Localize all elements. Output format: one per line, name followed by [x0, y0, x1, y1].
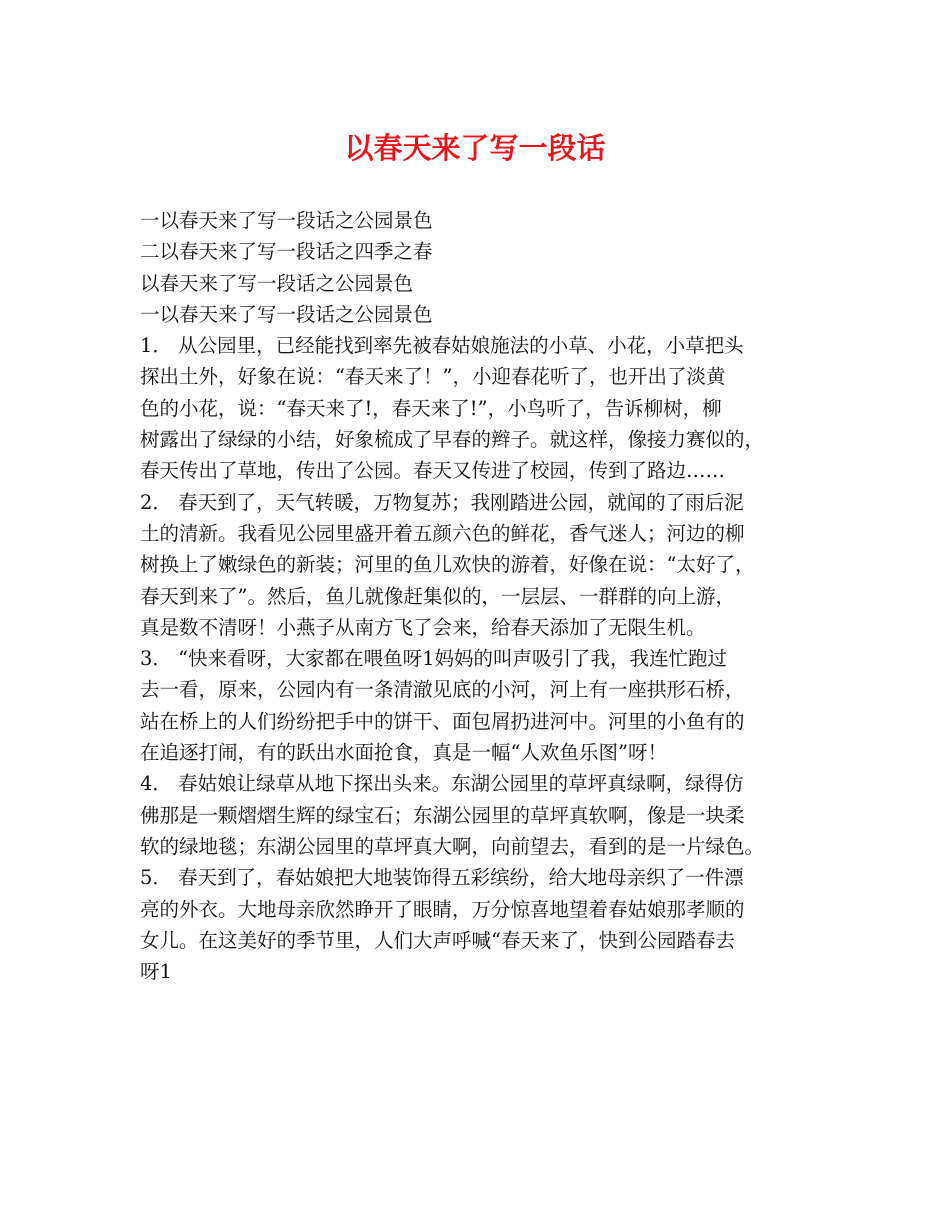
body-line: 亮的外衣。大地母亲欣然睁开了眼睛，万分惊喜地望着春姑娘那孝顺的 — [140, 897, 745, 921]
body-line: 5． 春天到了，春姑娘把大地装饰得五彩缤纷，给大地母亲织了一件漂 — [140, 866, 744, 890]
body-line: 以春天来了写一段话之公园景色 — [140, 271, 414, 295]
body-line: 去一看，原来，公园内有一条清澈见底的小河，河上有一座拱形石桥， — [140, 678, 745, 702]
body-line: 呀1 — [140, 960, 172, 984]
body-line: 4． 春姑娘让绿草从地下探出头来。东湖公园里的草坪真绿啊，绿得仿 — [140, 772, 744, 796]
body-line: 春天到来了”。然后，鱼儿就像赶集似的，一层层、一群群的向上游， — [140, 584, 735, 608]
body-line: 一以春天来了写一段话之公园景色 — [140, 209, 433, 232]
body-line: 女儿。在这美好的季节里，人们大声呼喊“春天来了，快到公园踏春去 — [140, 928, 735, 952]
body-line: 春天传出了草地，传出了公园。春天又传进了校园，传到了路边…… — [140, 459, 726, 483]
body-line: 色的小花，说：“春天来了!，春天来了!”，小鸟听了，告诉柳树，柳 — [140, 396, 722, 420]
body-line: 佛那是一颗熠熠生辉的绿宝石；东湖公园里的草坪真软啊，像是一块柔 — [140, 803, 745, 827]
body-line: 真是数不清呀！小燕子从南方飞了会来，给春天添加了无限生机。 — [140, 615, 706, 639]
body-line: 2． 春天到了，天气转暖，万物复苏；我刚踏进公园，就闻的了雨后泥 — [140, 490, 744, 514]
body-line: 土的清新。我看见公园里盛开着五颜六色的鲜花，香气迷人；河边的柳 — [140, 521, 745, 545]
document-body — [140, 205, 840, 987]
body-line: 二以春天来了写一段话之四季之春 — [140, 240, 433, 264]
body-line: 一以春天来了写一段话之公园景色 — [140, 302, 433, 326]
body-line: 探出土外，好象在说：“春天来了！”，小迎春花听了，也开出了淡黄 — [140, 365, 726, 389]
body-line: 树换上了嫩绿色的新装；河里的鱼儿欢快的游着，好像在说：“太好了， — [140, 553, 755, 577]
body-line: 树露出了绿绿的小结，好象梳成了早春的辫子。就这样，像接力赛似的， — [140, 428, 765, 452]
body-line: 1． 从公园里，已经能找到率先被春姑娘施法的小草、小花，小草把头 — [140, 334, 744, 358]
body-line: 站在桥上的人们纷纷把手中的饼干、面包屑扔进河中。河里的小鱼有的 — [140, 709, 745, 733]
body-line: 在追逐打闹，有的跃出水面抢食，真是一幅“人欢鱼乐图”呀！ — [140, 741, 667, 765]
body-line: 3． “快来看呀，大家都在喂鱼呀1妈妈的叫声吸引了我，我连忙跑过 — [140, 647, 727, 671]
body-line: 软的绿地毯；东湖公园里的草坪真大啊，向前望去，看到的是一片绿色。 — [140, 834, 765, 858]
document-title: 以春天来了写一段话 — [344, 131, 606, 165]
